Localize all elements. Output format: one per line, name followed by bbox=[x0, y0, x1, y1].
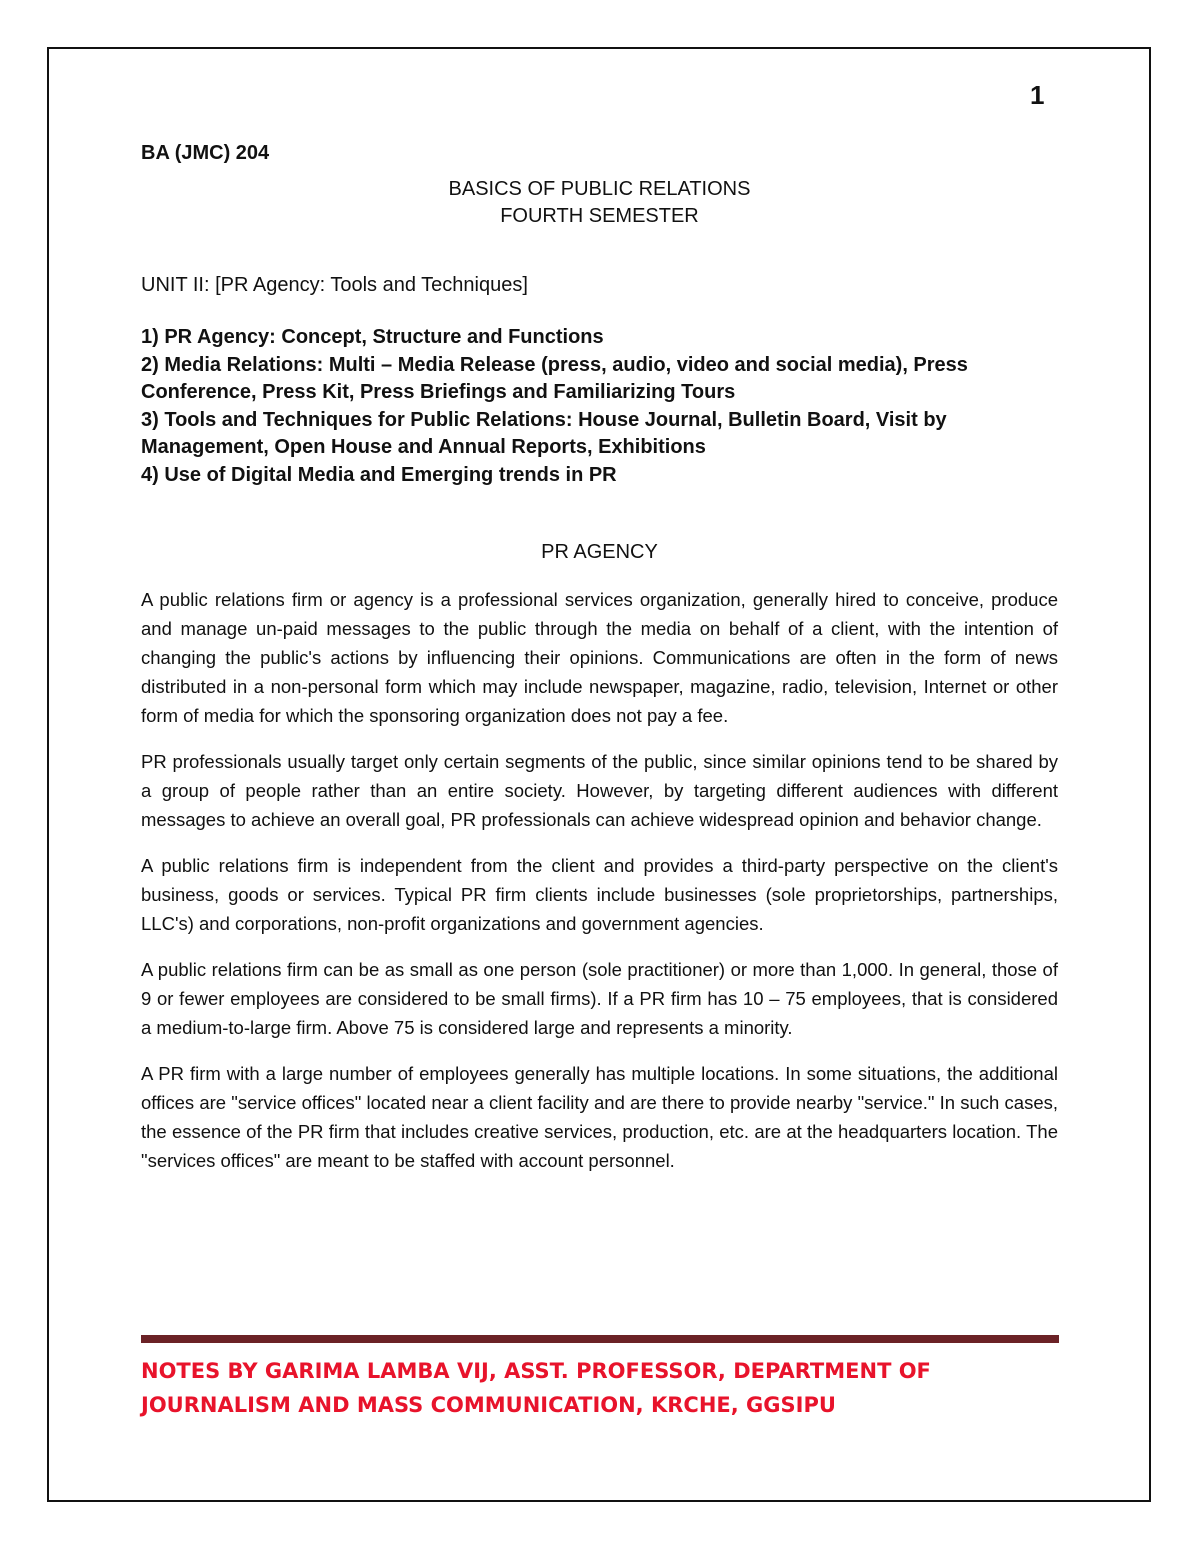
paragraph: A public relations firm can be as small as one person (sole practitioner) or more than 1,000. In general, those of 9 or fewer employees are considered to be small firms). If a PR firm has 10 – 75 employees, that is considered a medium-to-large firm. Above 75 is considered large and represents a minority. bbox=[141, 959, 1058, 1038]
paragraph: PR professionals usually target only certain segments of the public, since similar opinions tend to be shared by a group of people rather than an entire society. However, by targeting different audiences with different messages to achieve an overall goal, PR professionals can achieve widespread opinion and behavior change. bbox=[141, 751, 1058, 830]
document-title: BASICS OF PUBLIC RELATIONS bbox=[448, 178, 751, 200]
topic-item: 1) PR Agency: Concept, Structure and Functions bbox=[141, 326, 604, 348]
paragraph: A public relations firm is independent from the client and provides a third-party perspective on the client's business, goods or services. Typical PR firm clients include businesses (sole proprietorships, partnerships, LLC's) and corporations, non-profit organizations and government agencies. bbox=[141, 855, 1058, 934]
semester-label: FOURTH SEMESTER bbox=[500, 205, 699, 227]
document-body bbox=[141, 140, 1058, 1192]
paragraph: A PR firm with a large number of employees generally has multiple locations. In some situations, the additional offices are "service offices" located near a client facility and are there to provide nearby "service." In such cases, the essence of the PR firm that includes creative services, production, etc. are at the headquarters location. The "services offices" are meant to be staffed with account personnel. bbox=[141, 1063, 1058, 1171]
unit-title: UNIT II: [PR Agency: Tools and Techniques] bbox=[141, 274, 528, 296]
topic-item: 2) Media Relations: Multi – Media Release (press, audio, video and social media), Press Conference, Press Kit, Press Briefings and Familiarizing Tours bbox=[141, 353, 968, 403]
course-code: BA (JMC) 204 bbox=[141, 142, 270, 164]
paragraph: A public relations firm or agency is a professional services organization, generally hired to conceive, produce and manage un-paid messages to the public through the media on behalf of a client, with the intention of changing the public's actions by influencing their opinions. Communications are often in the form of news distributed in a non-personal form which may include newspaper, magazine, radio, television, Internet or other form of media for which the sponsoring organization does not pay a fee. bbox=[141, 589, 1058, 726]
section-heading: PR AGENCY bbox=[541, 541, 658, 563]
topic-item: 4) Use of Digital Media and Emerging trends in PR bbox=[141, 463, 617, 486]
topic-item: 3) Tools and Techniques for Public Relations: House Journal, Bulletin Board, Visit by Management, Open House and Annual Reports, Exhibitions bbox=[141, 408, 947, 458]
footer-note: NOTES BY GARIMA LAMBA VIJ, ASST. PROFESSOR, DEPARTMENT OF JOURNALISM AND MASS COMMUNICATION, KRCHE, GGSIPU bbox=[141, 1359, 931, 1417]
page-number: 1 bbox=[1030, 80, 1045, 110]
topic-list bbox=[141, 324, 1058, 489]
footer-divider bbox=[141, 1335, 1059, 1343]
